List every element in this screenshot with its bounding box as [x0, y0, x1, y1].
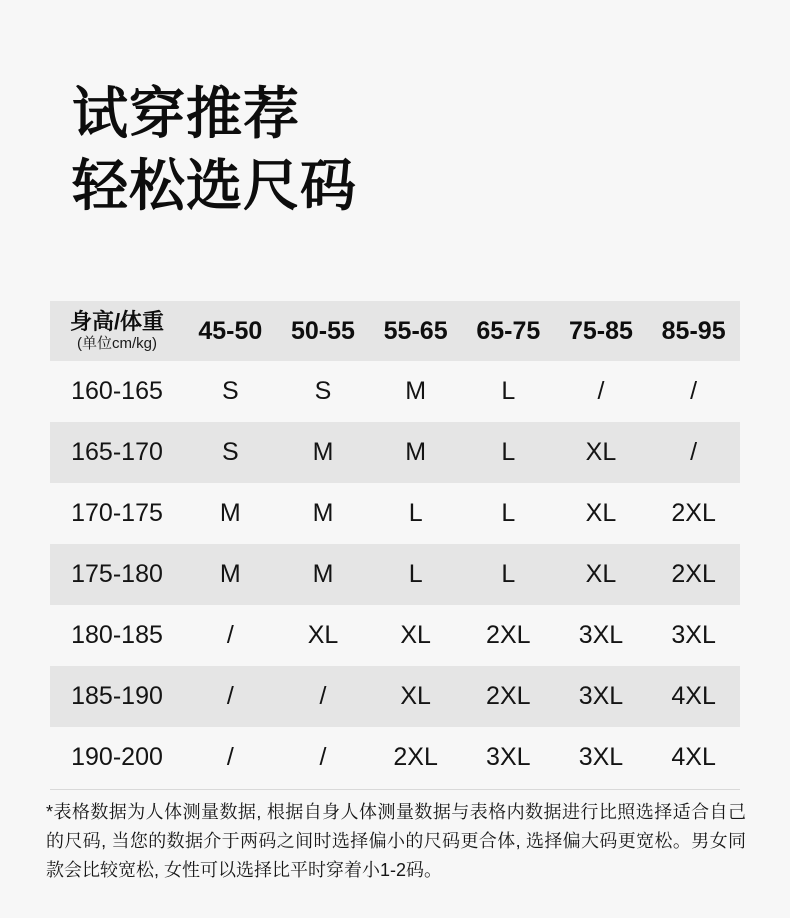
size-cell: /: [226, 743, 234, 771]
size-cell: /: [690, 377, 698, 405]
size-cell: M: [312, 438, 334, 466]
header-cell-weight-range: 55-65: [383, 316, 448, 345]
size-cell: 2XL: [671, 499, 716, 527]
size-cell: XL: [585, 560, 617, 588]
size-cell: M: [405, 377, 427, 405]
size-cell: 2XL: [486, 621, 531, 649]
row-label-height-range: 185-190: [71, 682, 163, 710]
table-row: [50, 422, 740, 483]
title-line-1: 试穿推荐: [72, 82, 300, 145]
size-cell: XL: [400, 621, 431, 649]
size-chart-table: [50, 301, 740, 788]
size-cell: 4XL: [671, 682, 716, 710]
size-cell: L: [408, 499, 423, 527]
size-cell: S: [314, 377, 332, 405]
size-cell: XL: [585, 438, 617, 466]
header-cell-weight-range: 85-95: [661, 316, 726, 345]
size-cell: M: [405, 438, 427, 466]
footnote-text: *表格数据为人体测量数据, 根据自身人体测量数据与表格内数据进行比照选择适合自己的尺码, 当您的数据介于两码之间时选择偏小的尺码更合体, 选择偏大码更宽松。男女同款会比较宽松, 女性可以选择比平时穿着小1-2码。: [46, 802, 746, 880]
size-cell: M: [312, 560, 334, 588]
size-cell: S: [221, 438, 239, 466]
size-cell: 3XL: [671, 621, 716, 649]
header-cell-weight-range: 50-55: [291, 316, 355, 345]
size-cell: 3XL: [578, 621, 624, 649]
size-cell: L: [501, 499, 516, 527]
header-cell-height-weight: [50, 301, 184, 361]
table-row: [50, 727, 740, 788]
size-cell: XL: [307, 621, 339, 649]
header-cell-weight-range: 45-50: [198, 316, 263, 345]
size-cell: L: [408, 560, 423, 588]
size-cell: 3XL: [578, 682, 624, 710]
size-cell: M: [312, 499, 334, 527]
row-label-height-range: 165-170: [71, 438, 163, 466]
size-cell: S: [221, 377, 239, 405]
size-cell: 4XL: [671, 743, 716, 771]
size-cell: /: [690, 438, 698, 466]
header-cell-weight-range: 65-75: [476, 316, 541, 345]
title-line-2: 轻松选尺码: [72, 154, 357, 217]
size-cell: /: [319, 682, 327, 710]
size-cell: L: [501, 438, 516, 466]
size-cell: /: [597, 377, 605, 405]
size-cell: /: [319, 743, 327, 771]
divider-line: [50, 789, 740, 790]
size-cell: 3XL: [578, 743, 624, 771]
row-label-height-range: 180-185: [71, 621, 163, 649]
table-row: [50, 605, 740, 666]
size-cell: M: [219, 499, 241, 527]
size-cell: 2XL: [486, 682, 531, 710]
size-cell: L: [501, 377, 516, 405]
row-label-height-range: 175-180: [71, 560, 163, 588]
row-label-height-range: 170-175: [71, 499, 163, 527]
size-cell: /: [226, 621, 234, 649]
size-cell: XL: [585, 499, 617, 527]
header-cell-weight-range: 75-85: [568, 316, 633, 345]
table-header-row: [50, 301, 740, 361]
size-cell: /: [226, 682, 234, 710]
size-cell: XL: [400, 682, 431, 710]
row-label-height-range: 190-200: [71, 743, 163, 771]
size-cell: 2XL: [393, 743, 438, 771]
table-row: [50, 544, 740, 605]
size-cell: 2XL: [671, 560, 716, 588]
table-row: [50, 666, 740, 727]
page-title: [72, 78, 357, 222]
table-row: [50, 361, 740, 422]
unit-label: (单位cm/kg): [77, 335, 157, 352]
size-cell: M: [219, 560, 241, 588]
size-cell: L: [501, 560, 516, 588]
height-weight-label: 身高/体重: [69, 309, 165, 334]
table-row: [50, 483, 740, 544]
size-cell: 3XL: [486, 743, 531, 771]
row-label-height-range: 160-165: [71, 377, 163, 405]
